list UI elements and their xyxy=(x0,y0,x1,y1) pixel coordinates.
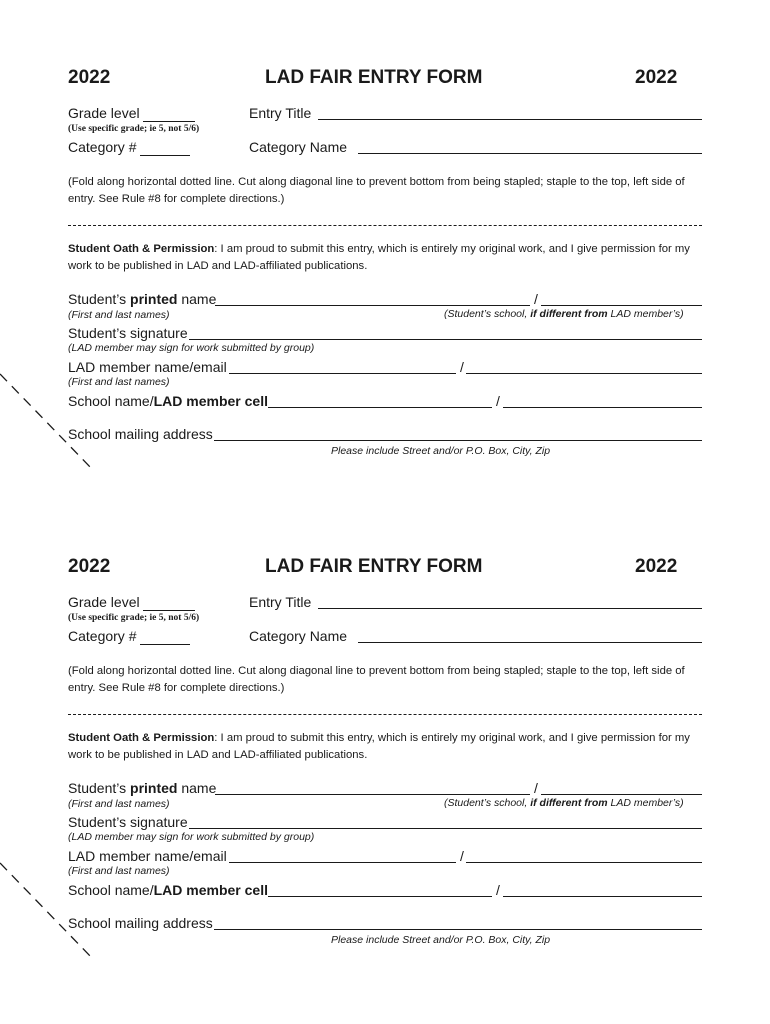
lad-member-label: LAD member name/email xyxy=(68,359,227,375)
category-name-label: Category Name xyxy=(249,628,348,644)
signature-note: (LAD member may sign for work submitted by group) xyxy=(68,342,315,354)
year-left: 2022 xyxy=(68,67,111,88)
first-last-note: (First and last names) xyxy=(68,309,170,321)
student-signature-input[interactable] xyxy=(189,828,702,829)
grade-level-blank[interactable] xyxy=(143,105,195,122)
signature-note: (LAD member may sign for work submitted by group) xyxy=(68,831,315,843)
category-number-label: Category # xyxy=(68,628,137,644)
entry-title-label: Entry Title xyxy=(249,594,312,610)
slash-separator: / xyxy=(460,359,464,375)
entry-title-input[interactable] xyxy=(318,608,702,609)
grade-level-blank[interactable] xyxy=(143,594,195,611)
lad-member-note: (First and last names) xyxy=(68,865,170,877)
oath-heading: Student Oath & Permission xyxy=(68,243,215,255)
category-number-blank[interactable] xyxy=(140,628,190,645)
oath-text: : I am proud to submit this entry, which is entirely my original work, and I give permission for my work to be published in LAD and LAD-affiliated publications. xyxy=(68,243,690,272)
school-name-input[interactable] xyxy=(268,407,492,408)
cut-line xyxy=(0,489,100,969)
entry-title-input[interactable] xyxy=(318,119,702,120)
lad-member-cell-input[interactable] xyxy=(503,407,702,408)
category-name-input[interactable] xyxy=(358,153,702,154)
year-right: 2022 xyxy=(635,67,678,88)
entry-form-2 xyxy=(0,489,770,969)
category-number-label: Category # xyxy=(68,139,137,155)
fold-instructions: (Fold along horizontal dotted line. Cut along diagonal line to prevent bottom from being stapled; staple to the top, left side of entry. See Rule #8 for complete directions.) xyxy=(68,665,685,694)
cut-line xyxy=(0,0,100,480)
student-name-input[interactable] xyxy=(215,794,530,795)
student-name-input[interactable] xyxy=(215,305,530,306)
fold-line xyxy=(68,714,702,715)
lad-member-email-input[interactable] xyxy=(466,862,702,863)
grade-level-label: Grade level xyxy=(68,105,140,121)
student-signature-label: Student’s signature xyxy=(68,325,188,341)
lad-member-email-input[interactable] xyxy=(466,373,702,374)
student-school-input[interactable] xyxy=(541,794,702,795)
mailing-address-label: School mailing address xyxy=(68,915,213,931)
school-note: (Student’s school, if different from LAD member’s) xyxy=(444,797,684,809)
student-signature-label: Student’s signature xyxy=(68,814,188,830)
slash-separator: / xyxy=(534,780,538,796)
entry-form-1 xyxy=(0,0,770,480)
mailing-note: Please include Street and/or P.O. Box, City, Zip xyxy=(331,934,551,946)
lad-member-label: LAD member name/email xyxy=(68,848,227,864)
mailing-address-input[interactable] xyxy=(214,929,702,930)
school-name-label: School name/LAD member cell xyxy=(68,393,268,409)
grade-note: (Use specific grade; ie 5, not 5/6) xyxy=(68,613,200,623)
student-school-input[interactable] xyxy=(541,305,702,306)
category-number-blank[interactable] xyxy=(140,139,190,156)
grade-note: (Use specific grade; ie 5, not 5/6) xyxy=(68,124,200,134)
form-title: LAD FAIR ENTRY FORM xyxy=(265,67,483,88)
year-left: 2022 xyxy=(68,556,111,577)
category-name-label: Category Name xyxy=(249,139,348,155)
student-printed-name-label: Student’s printed name xyxy=(68,780,217,796)
year-right: 2022 xyxy=(635,556,678,577)
fold-instructions: (Fold along horizontal dotted line. Cut along diagonal line to prevent bottom from being stapled; staple to the top, left side of entry. See Rule #8 for complete directions.) xyxy=(68,176,685,205)
form-title: LAD FAIR ENTRY FORM xyxy=(265,556,483,577)
student-oath xyxy=(68,241,704,275)
student-signature-input[interactable] xyxy=(189,339,702,340)
lad-member-name-input[interactable] xyxy=(229,862,456,863)
oath-heading: Student Oath & Permission xyxy=(68,732,215,744)
lad-member-name-input[interactable] xyxy=(229,373,456,374)
school-note: (Student’s school, if different from LAD member’s) xyxy=(444,308,684,320)
lad-member-cell-input[interactable] xyxy=(503,896,702,897)
student-printed-name-label: Student’s printed name xyxy=(68,291,217,307)
mailing-note: Please include Street and/or P.O. Box, City, Zip xyxy=(331,445,551,457)
entry-title-label: Entry Title xyxy=(249,105,312,121)
grade-level-label: Grade level xyxy=(68,594,140,610)
slash-separator: / xyxy=(496,882,500,898)
student-oath xyxy=(68,730,704,764)
school-name-input[interactable] xyxy=(268,896,492,897)
slash-separator: / xyxy=(460,848,464,864)
slash-separator: / xyxy=(496,393,500,409)
category-name-input[interactable] xyxy=(358,642,702,643)
school-name-label: School name/LAD member cell xyxy=(68,882,268,898)
mailing-address-input[interactable] xyxy=(214,440,702,441)
lad-member-note: (First and last names) xyxy=(68,376,170,388)
oath-text: : I am proud to submit this entry, which is entirely my original work, and I give permission for my work to be published in LAD and LAD-affiliated publications. xyxy=(68,732,690,761)
first-last-note: (First and last names) xyxy=(68,798,170,810)
fold-line xyxy=(68,225,702,226)
slash-separator: / xyxy=(534,291,538,307)
mailing-address-label: School mailing address xyxy=(68,426,213,442)
